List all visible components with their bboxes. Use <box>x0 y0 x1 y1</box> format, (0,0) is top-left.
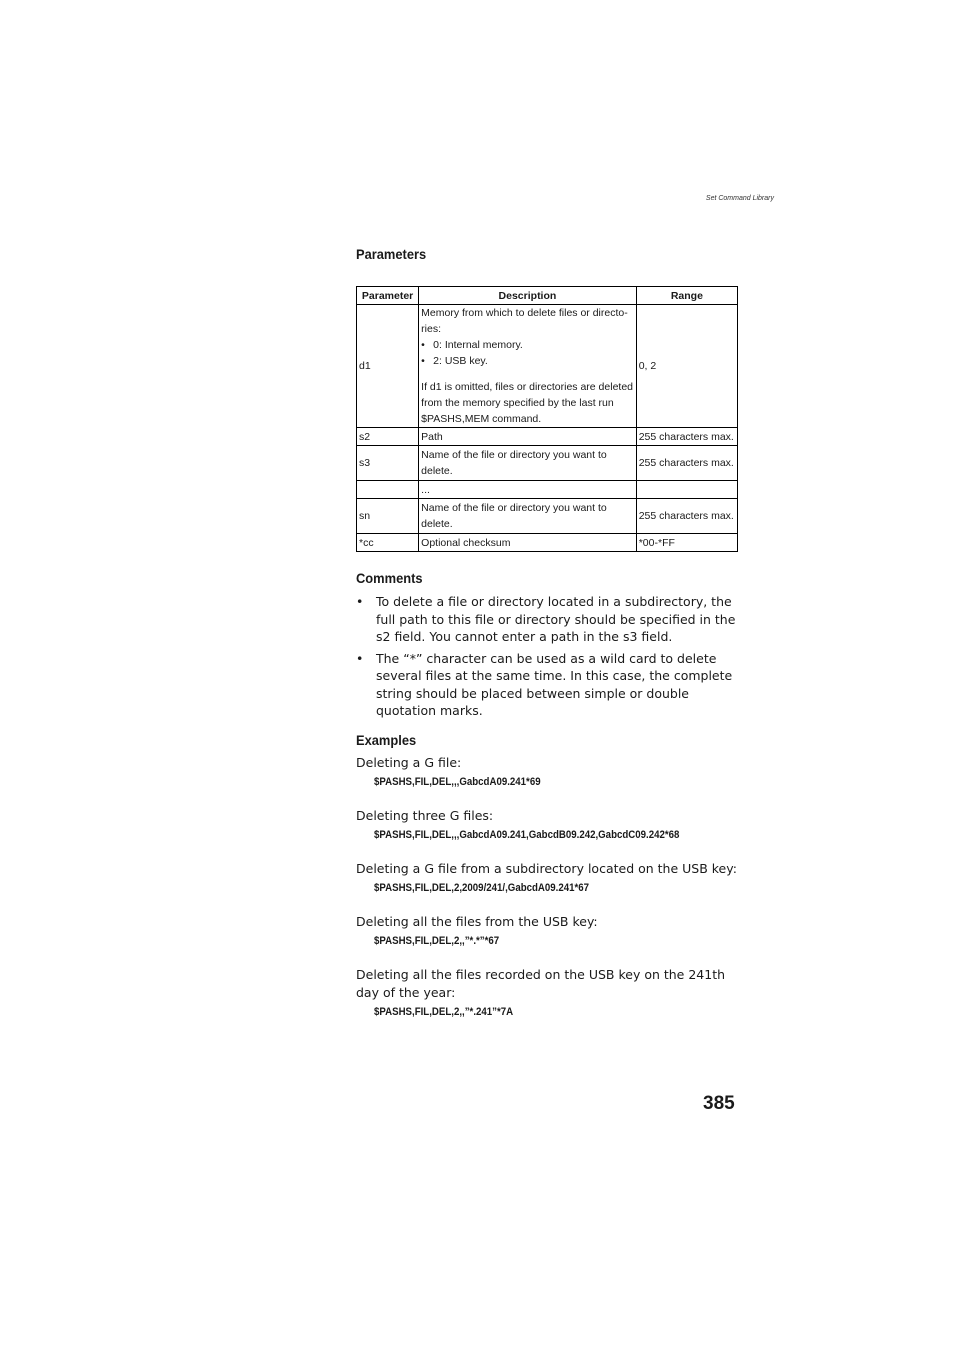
list-item <box>356 593 738 646</box>
param-cell: s2 <box>357 428 419 446</box>
comments-heading: Comments <box>356 570 423 586</box>
memory-options-list <box>421 337 634 369</box>
range-cell: 255 characters max. <box>636 499 737 534</box>
description-cell: ... <box>419 481 637 499</box>
table-row <box>357 499 738 534</box>
table-header-row <box>357 287 738 305</box>
example-description: Deleting all the files from the USB key: <box>356 914 598 929</box>
column-header-description: Description <box>419 287 637 305</box>
comment-text: The “*” character can be used as a wild card to delete several files at the same time. In this case, the complete string should be placed between simple or double quotation marks. <box>376 650 733 718</box>
desc-line: ries: <box>421 323 441 335</box>
example-description: Deleting all the files recorded on the USB key on the 241th day of the year: <box>356 967 726 1000</box>
desc-line: Memory from which to delete files or directo- <box>421 307 628 319</box>
table-row <box>357 428 738 446</box>
note-line: $PASHS,MEM command. <box>421 413 542 425</box>
example-description: Deleting a G file from a subdirectory located on the USB key: <box>356 861 737 876</box>
description-cell: Optional checksum <box>419 534 637 552</box>
param-cell <box>357 481 419 499</box>
example-command: $PASHS,FIL,DEL,2,,”*.241”*7A <box>374 1006 514 1018</box>
example-description: Deleting three G files: <box>356 808 494 823</box>
range-cell: *00-*FF <box>636 534 737 552</box>
range-cell <box>636 481 737 499</box>
comment-text: To delete a file or directory located in a subdirectory, the full path to this file or directory should be specified in the s2 field. You cannot enter a path in the s3 field. <box>376 594 736 644</box>
example-description: Deleting a G file: <box>356 755 462 770</box>
page-number: 385 <box>703 1093 735 1114</box>
parameters-table <box>356 286 738 552</box>
param-cell: d1 <box>357 305 419 428</box>
example-command: $PASHS,FIL,DEL,,,GabcdA09.241*69 <box>374 776 541 788</box>
example-command: $PASHS,FIL,DEL,2,,”*.*”*67 <box>374 935 500 947</box>
example-command: $PASHS,FIL,DEL,,,GabcdA09.241,GabcdB09.242,GabcdC09.242*68 <box>374 829 680 841</box>
example-command: $PASHS,FIL,DEL,2,2009/241/,GabcdA09.241*67 <box>374 882 590 894</box>
bullet-icon: • <box>356 594 364 609</box>
param-cell: sn <box>357 499 419 534</box>
note-line: from the memory specified by the last run <box>421 397 614 409</box>
description-cell: Name of the file or directory you want to delete. <box>419 446 637 481</box>
list-item: • 0: Internal memory. <box>421 337 634 353</box>
table-row-d1 <box>357 305 738 428</box>
running-head: Set Command Library <box>705 195 774 202</box>
table-row <box>357 481 738 499</box>
column-header-range: Range <box>636 287 737 305</box>
list-item: • 2: USB key. <box>421 353 634 369</box>
range-cell: 0, 2 <box>636 305 737 428</box>
examples-heading: Examples <box>356 732 417 748</box>
list-item <box>356 650 738 720</box>
description-cell: Path <box>419 428 637 446</box>
description-cell <box>419 305 637 428</box>
description-cell: Name of the file or directory you want to delete. <box>419 499 637 534</box>
comments-list <box>356 593 738 724</box>
param-cell: *cc <box>357 534 419 552</box>
range-cell: 255 characters max. <box>636 428 737 446</box>
table-row <box>357 534 738 552</box>
param-cell: s3 <box>357 446 419 481</box>
parameters-heading: Parameters <box>356 246 427 262</box>
range-cell: 255 characters max. <box>636 446 737 481</box>
table-row <box>357 446 738 481</box>
note-line: If d1 is omitted, files or directories are deleted <box>421 381 634 393</box>
column-header-parameter: Parameter <box>357 287 419 305</box>
bullet-icon: • <box>356 650 364 666</box>
